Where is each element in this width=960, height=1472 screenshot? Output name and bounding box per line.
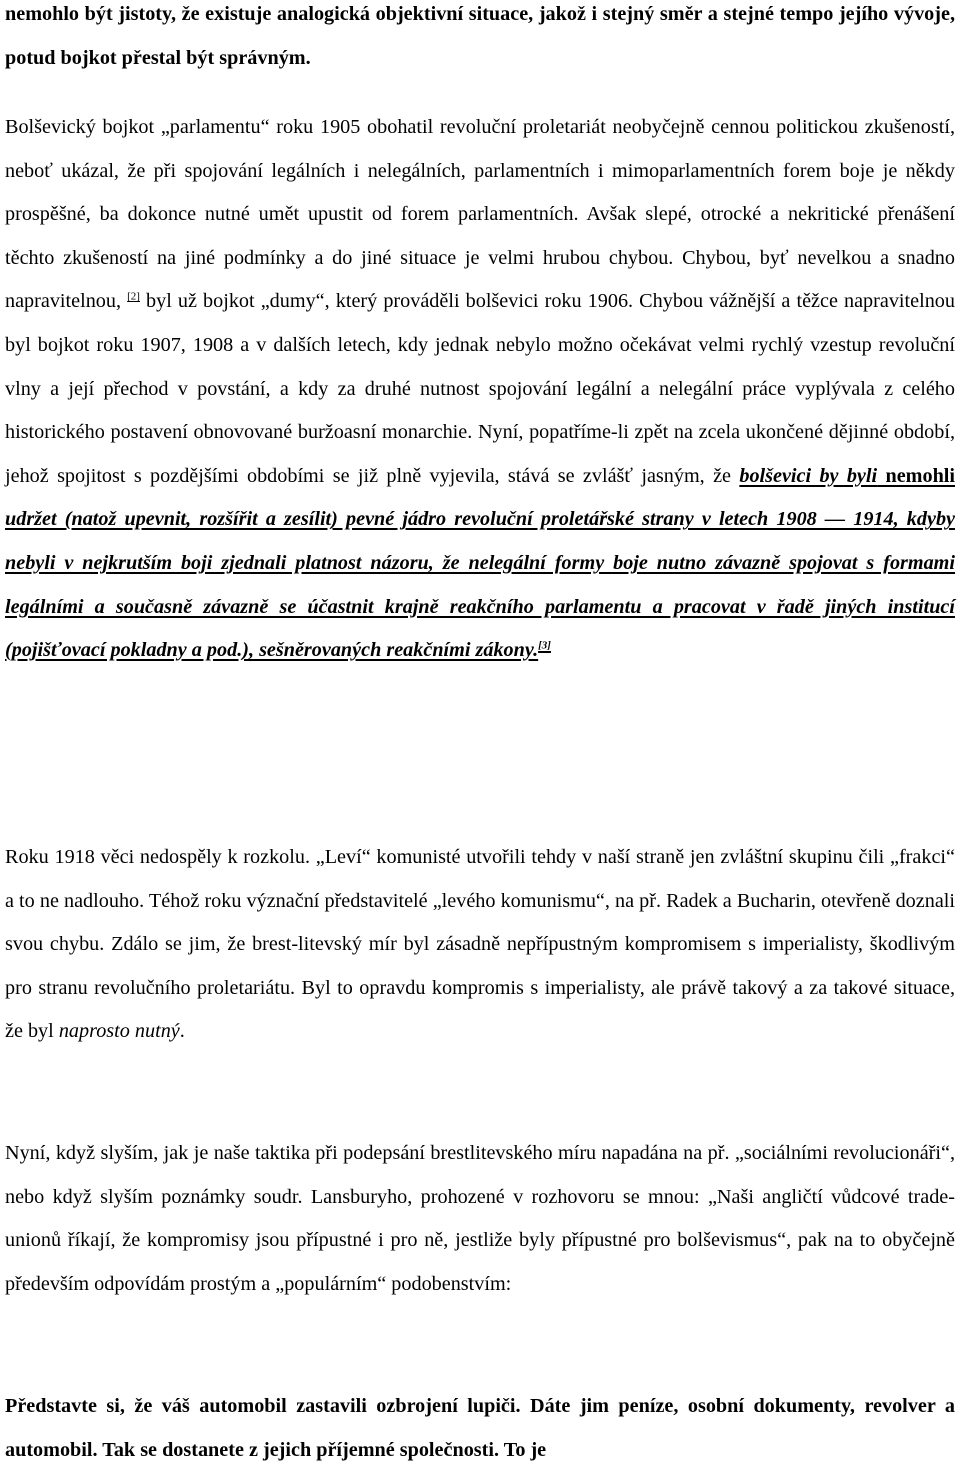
footnote-link-3[interactable]: [3] bbox=[538, 639, 551, 652]
paragraph-text: . bbox=[179, 1020, 185, 1043]
paragraph-boycott bbox=[5, 106, 955, 673]
paragraph-opening bbox=[5, 0, 955, 80]
paragraph-parable bbox=[5, 1385, 955, 1472]
paragraph-text: Bolševický bojkot „parlamentu“ roku 1905 obohatil revoluční proletariát neobyčejně cennou politickou zkušeností, neboť ukázal, že při spojování legálních i nelegálních, parlamentních i mimoparlamentních forem boje je někdy prospěšné, ba dokonce nutné umět upustit od forem parlamentních. Avšak slepé, otrocké a nekritické přenášení těchto zkušeností na jiné podmínky a do jiné situace je velmi hrubou chybou. Chybou, byť nevelkou a snadno napravitelnou, bbox=[5, 116, 955, 313]
paragraph-text: Nyní, když slyším, jak je naše taktika při podepsání brestlitevského míru napadána na př. „sociálními revolucionáři“, nebo když slyším poznámky soudr. Lansburyho, prohozené v rozhovoru se mnou: „Naši angličtí vůdcové trade-unionů říkají, že kompromisy jsou přípustné i pro ně, jestliže byly přípustné pro bolševismus“, pak na to obyčejně především odpovídám prostým a „populárním“ podobenstvím: bbox=[5, 1142, 955, 1295]
emphasis-text: bolševici by byli bbox=[739, 464, 878, 487]
paragraph-text: Roku 1918 věci nedospěly k rozkolu. „Leví“ komunisté utvořili tehdy v naší straně jen zvláštní skupinu čili „frakci“ a to ne nadlouho. Téhož roku význační představitelé „levého komunismu“, na př. Radek a Bucharin, otevřeně doznali svou chybu. Zdálo se jim, že brest-litevský mír byl zásadně nepřípustným kompromisem s imperialisty, škodlivým pro stranu revolučního proletariátu. Byl to opravdu kompromis s imperialisty, ale právě takový a za takové situace, že byl bbox=[5, 846, 955, 1043]
italic-text: naprosto nutný bbox=[58, 1020, 180, 1043]
paragraph-brest-litovsk bbox=[5, 1132, 955, 1306]
paragraph-text: Představte si, že váš automobil zastavili ozbrojení lupiči. Dáte jim peníze, osobní dokumenty, revolver a automobil. Tak se dostanete z jejich příjemné společnosti. To je bbox=[5, 1395, 955, 1461]
footnote-link-2[interactable]: [2] bbox=[127, 290, 140, 303]
emphasis-text: udržet (natož upevnit, rozšířit a zesílit) pevné jádro revoluční proletářské strany v letech 1908 — 1914, kdyby nebyli v nejkrutším boji zjednali platnost názoru, že nelegální formy boje nutno závazně spojovat s formami legálními a současně závazně se účastnit krajně reakčního parlamentu a pracovat v řadě jiných institucí (pojišťovací pokladny a pod.), sešněrovaných reakčními zákony. bbox=[5, 508, 955, 662]
paragraph-text: nemohlo být jistoty, že existuje analogická objektivní situace, jakož i stejný směr a stejné tempo jejího vývoje, potud bojkot přestal být správným. bbox=[5, 3, 955, 69]
emphasis-text: nemohli bbox=[877, 464, 956, 487]
paragraph-text: byl už bojkot „dumy“, který prováděli bolševici roku 1906. Chybou vážnější a těžce napravitelnou byl bojkot roku 1907, 1908 a v dalších letech, kdy jednak nebylo možno očekávat velmi rychlý vzestup revoluční vlny a její přechod v povstání, a kdy za druhé nutnost spojování legální a nelegální práce vyplývala z celého historického postavení obnovované buržoasní monarchie. Nyní, popatříme-li zpět na zcela ukončené dějinné období, jehož spojitost s pozdějšími obdobími se již plně vyjevila, stává se zvlášť jasným, že bbox=[5, 290, 955, 487]
paragraph-1918 bbox=[5, 836, 955, 1054]
